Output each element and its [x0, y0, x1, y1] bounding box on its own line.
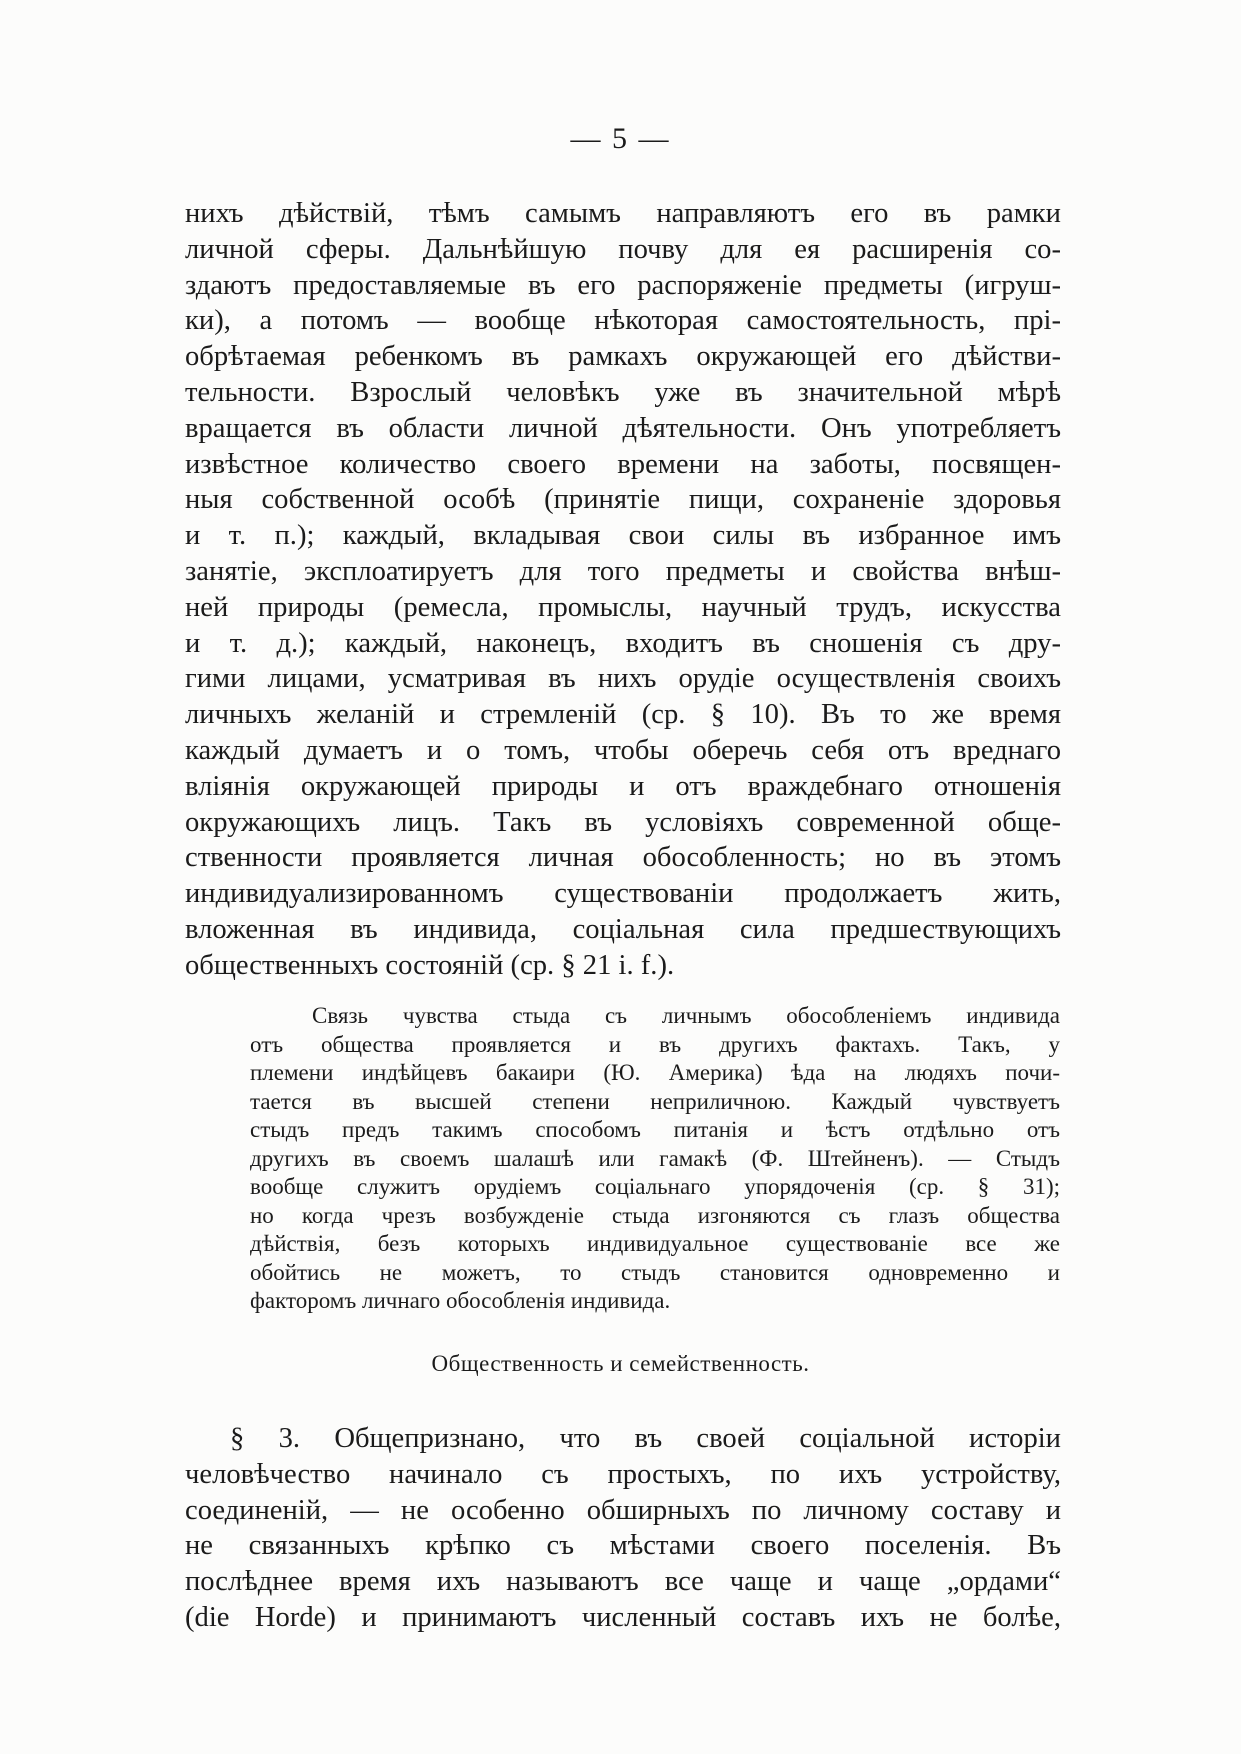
text-line: общественныхъ состояній (ср. § 21 i. f.). [185, 949, 675, 981]
text-line: вложенная въ индивида, соціальная сила предшествующихъ [185, 913, 1061, 945]
text-line: и т. п.); каждый, вкладывая свои силы въ избранное имъ [185, 520, 1061, 552]
note-line: вообще служитъ орудіемъ соціальнаго упорядоченія (ср. § 31); [250, 1174, 1060, 1199]
note-line: обойтись не можетъ, то стыдъ становится одновременно и [250, 1259, 1060, 1285]
note-line: отъ общества проявляется и въ другихъ фактахъ. Такъ, у [250, 1031, 1060, 1057]
small-print-note [250, 1002, 1060, 1316]
text-line: гими лицами, усматривая въ нихъ орудіе осуществленія своихъ [185, 663, 1061, 695]
text-line: обрѣтаемая ребенкомъ въ рамкахъ окружающей его дѣйстви- [185, 341, 1061, 373]
text-line: ки), а потомъ — вообще нѣкоторая самостоятельность, прі- [185, 305, 1061, 337]
text-line: занятіе, эксплоатируетъ для того предметы и свойства внѣш- [185, 555, 1061, 587]
text-line: ныя собственной особѣ (принятіе пищи, сохраненіе здоровья [185, 484, 1061, 516]
text-line: и т. д.); каждый, наконецъ, входитъ въ сношенія съ дру- [185, 627, 1061, 659]
note-line: тается въ высшей степени неприличною. Каждый чувствуетъ [250, 1088, 1060, 1114]
text-line: личныхъ желаній и стремленій (ср. § 10). Въ то же время [185, 699, 1061, 731]
text-line: вращается въ области личной дѣятельности. Онъ употребляетъ [185, 412, 1061, 444]
paragraph-continuation [185, 196, 1061, 984]
text-line: вліянія окружающей природы и отъ враждебнаго отношенія [185, 770, 1061, 802]
text-line: нихъ дѣйствій, тѣмъ самымъ направляютъ его въ рамки [185, 198, 1061, 229]
text-line: ственности проявляется личная обособленность; но въ этомъ [185, 842, 1061, 874]
text-line: тельности. Взрослый человѣкъ уже въ значительной мѣрѣ [185, 376, 1061, 408]
text-line: каждый думаетъ и о томъ, чтобы оберечь себя отъ вреднаго [185, 734, 1061, 766]
note-line: стыдъ предъ такимъ способомъ питанія и ѣстъ отдѣльно отъ [250, 1117, 1060, 1142]
note-line: но когда чрезъ возбужденіе стыда изгоняются съ глазъ общества [250, 1202, 1060, 1228]
text-line: (die Horde) и принимаютъ численный составъ ихъ не болѣе, [185, 1601, 1061, 1633]
note-line: Связь чувства стыда съ личнымъ обособленіемъ индивида [312, 1003, 1060, 1028]
text-line: не связанныхъ крѣпко съ мѣстами своего поселенія. Въ [185, 1530, 1061, 1562]
note-line: племени индѣйцевъ бакаири (Ю. Америка) ѣда на людяхъ почи- [250, 1060, 1060, 1085]
page-number: — 5 — [570, 122, 671, 155]
text-line: соединеній, — не особенно обширныхъ по личному составу и [185, 1494, 1061, 1526]
section-paragraph [185, 1421, 1061, 1636]
section-heading: Общественность и семейственность. [431, 1351, 810, 1376]
text-line: индивидуализированномъ существованіи продолжаетъ жить, [185, 878, 1061, 910]
text-line: здаютъ предоставляемые въ его распоряженіе предметы (игруш- [185, 269, 1061, 301]
text-line: окружающихъ лицъ. Такъ въ условіяхъ современной обще- [185, 806, 1061, 838]
note-line: факторомъ личнаго обособленія индивида. [250, 1288, 671, 1313]
text-line: § 3. Общепризнано, что въ своей соціальной исторіи [230, 1423, 1061, 1454]
text-line: послѣднее время ихъ называютъ все чаще и чаще „ордами“ [185, 1566, 1061, 1598]
text-line: личной сферы. Дальнѣйшую почву для ея расширенія со- [185, 233, 1061, 265]
text-line: извѣстное количество своего времени на заботы, посвящен- [185, 448, 1061, 480]
note-line: дѣйствія, безъ которыхъ индивидуальное существованіе все же [250, 1231, 1060, 1256]
text-line: ней природы (ремесла, промыслы, научный трудъ, искусства [185, 591, 1061, 623]
note-line: другихъ въ своемъ шалашѣ или гамакѣ (Ф. Штейненъ). — Стыдъ [250, 1145, 1060, 1171]
text-line: человѣчество начинало съ простыхъ, по ихъ устройству, [185, 1458, 1061, 1490]
